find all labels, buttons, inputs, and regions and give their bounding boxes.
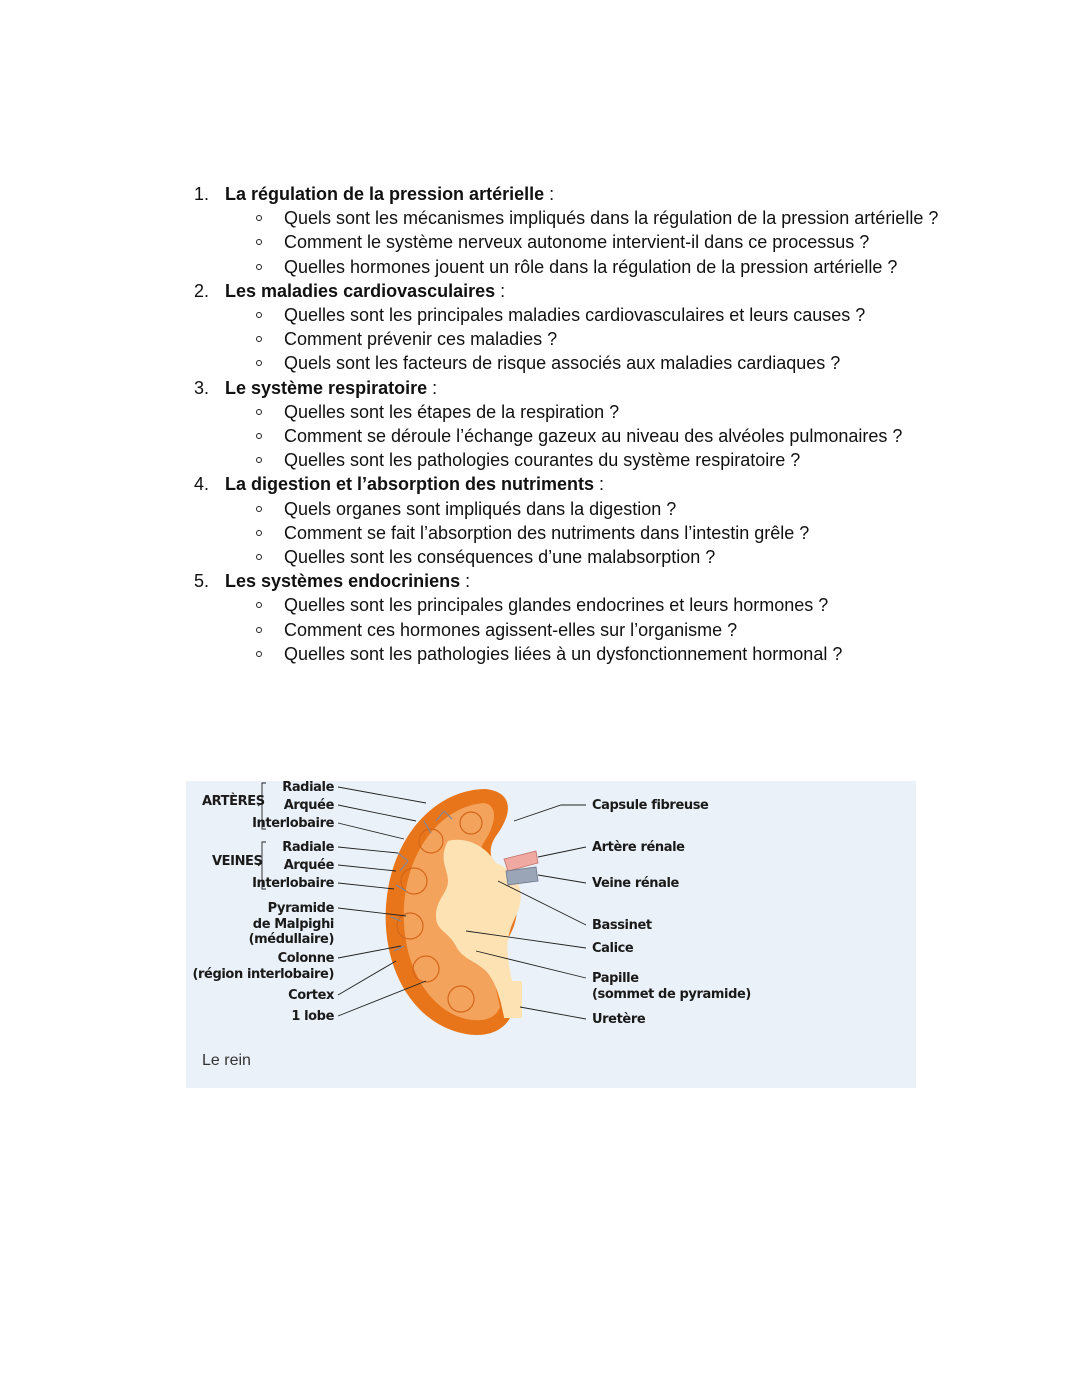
question-item bbox=[225, 521, 954, 545]
label-artery-interlobaire: Interlobaire bbox=[252, 816, 334, 831]
question-item bbox=[225, 545, 954, 569]
question-text: Quelles sont les étapes de la respiration ? bbox=[284, 401, 620, 422]
topic-item bbox=[194, 376, 954, 473]
topic-item bbox=[194, 182, 954, 279]
topic-number: 3. bbox=[194, 377, 210, 398]
question-text: Comment se fait l’absorption des nutriments dans l’intestin grêle ? bbox=[284, 522, 810, 543]
label-uretere: Uretère bbox=[592, 1012, 646, 1027]
kidney-diagram bbox=[186, 781, 916, 1088]
topic-title: Le système respiratoire bbox=[225, 377, 428, 398]
hollow-bullet-icon bbox=[256, 433, 262, 439]
hollow-bullet-icon bbox=[256, 506, 262, 512]
label-cortex: Cortex bbox=[288, 988, 334, 1003]
hollow-bullet-icon bbox=[256, 312, 262, 318]
topic-colon: : bbox=[460, 571, 471, 592]
topic-colon: : bbox=[427, 377, 438, 398]
label-calice: Calice bbox=[592, 941, 634, 956]
label-vein-interlobaire: Interlobaire bbox=[252, 876, 334, 891]
question-item bbox=[225, 400, 954, 424]
topic-number: 1. bbox=[194, 184, 210, 204]
label-arteres: ARTÈRES bbox=[202, 794, 265, 809]
topic-title: La digestion et l’absorption des nutriments bbox=[225, 474, 595, 495]
kidney-illustration bbox=[386, 789, 538, 1035]
question-list bbox=[225, 206, 954, 279]
question-text: Quelles sont les pathologies liées à un dysfonctionnement hormonal ? bbox=[284, 643, 843, 664]
label-pyramide-2: de Malpighi bbox=[252, 917, 334, 932]
label-pyramide-3: (médullaire) bbox=[248, 932, 334, 947]
question-text: Comment prévenir ces maladies ? bbox=[284, 329, 558, 350]
ureter bbox=[504, 981, 522, 1018]
question-list bbox=[225, 303, 954, 376]
hollow-bullet-icon bbox=[256, 215, 262, 221]
question-item bbox=[225, 618, 954, 642]
question-text: Quels sont les mécanismes impliqués dans la régulation de la pression artérielle ? bbox=[284, 208, 939, 229]
question-text: Quelles sont les principales glandes endocrines et leurs hormones ? bbox=[284, 595, 829, 616]
topic-title: Les maladies cardiovasculaires bbox=[225, 280, 496, 301]
question-item bbox=[225, 206, 954, 230]
question-text: Quels organes sont impliqués dans la digestion ? bbox=[284, 498, 677, 519]
hollow-bullet-icon bbox=[256, 651, 262, 657]
question-text: Quelles sont les pathologies courantes du système respiratoire ? bbox=[284, 450, 801, 471]
label-veine-renale: Veine rénale bbox=[592, 876, 679, 891]
topic-colon: : bbox=[594, 474, 605, 495]
question-list bbox=[225, 593, 954, 666]
figure-caption: Le rein bbox=[202, 1052, 251, 1069]
topic-item bbox=[194, 569, 954, 666]
question-item bbox=[225, 497, 954, 521]
label-lobe: 1 lobe bbox=[291, 1009, 334, 1024]
topic-item bbox=[194, 279, 954, 376]
label-veines: VEINES bbox=[212, 854, 263, 869]
question-list bbox=[225, 400, 954, 473]
topic-number: 4. bbox=[194, 474, 210, 495]
question-text: Comment le système nerveux autonome intervient-il dans ce processus ? bbox=[284, 232, 870, 253]
topic-title: La régulation de la pression artérielle bbox=[225, 184, 545, 204]
hollow-bullet-icon bbox=[256, 336, 262, 342]
question-item bbox=[225, 448, 954, 472]
question-text: Comment ces hormones agissent-elles sur l’organisme ? bbox=[284, 619, 738, 640]
kidney-figure bbox=[186, 781, 916, 1088]
hollow-bullet-icon bbox=[256, 457, 262, 463]
question-list bbox=[225, 497, 954, 570]
hollow-bullet-icon bbox=[256, 530, 262, 536]
question-item bbox=[225, 642, 954, 666]
label-pyramide-1: Pyramide bbox=[267, 901, 334, 916]
question-item bbox=[225, 230, 954, 254]
question-item bbox=[225, 303, 954, 327]
topic-colon: : bbox=[495, 280, 506, 301]
label-papille-1: Papille bbox=[592, 971, 639, 986]
hollow-bullet-icon bbox=[256, 602, 262, 608]
hollow-bullet-icon bbox=[256, 409, 262, 415]
question-item bbox=[225, 593, 954, 617]
hollow-bullet-icon bbox=[256, 239, 262, 245]
question-text: Quelles hormones jouent un rôle dans la régulation de la pression artérielle ? bbox=[284, 256, 898, 277]
question-item bbox=[225, 255, 954, 279]
topic-colon: : bbox=[544, 184, 555, 204]
topic-number: 2. bbox=[194, 280, 210, 301]
question-item bbox=[225, 424, 954, 448]
topic-title: Les systèmes endocriniens bbox=[225, 571, 461, 592]
question-item bbox=[225, 351, 954, 375]
question-text: Quels sont les facteurs de risque associés aux maladies cardiaques ? bbox=[284, 353, 841, 374]
label-artery-arquee: Arquée bbox=[283, 798, 334, 813]
question-text: Quelles sont les conséquences d’une malabsorption ? bbox=[284, 547, 716, 568]
hollow-bullet-icon bbox=[256, 360, 262, 366]
topic-item bbox=[194, 472, 954, 569]
question-outline bbox=[194, 182, 954, 666]
topic-number: 5. bbox=[194, 571, 210, 592]
question-text: Comment se déroule l’échange gazeux au niveau des alvéoles pulmonaires ? bbox=[284, 426, 903, 447]
label-papille-2: (sommet de pyramide) bbox=[592, 987, 751, 1002]
label-bassinet: Bassinet bbox=[592, 918, 652, 933]
label-capsule: Capsule fibreuse bbox=[592, 798, 709, 813]
label-colonne-1: Colonne bbox=[277, 951, 334, 966]
label-artere-renale: Artère rénale bbox=[592, 840, 685, 855]
label-vein-radiale: Radiale bbox=[282, 840, 334, 855]
hollow-bullet-icon bbox=[256, 627, 262, 633]
hollow-bullet-icon bbox=[256, 264, 262, 270]
question-item bbox=[225, 327, 954, 351]
hollow-bullet-icon bbox=[256, 554, 262, 560]
question-text: Quelles sont les principales maladies cardiovasculaires et leurs causes ? bbox=[284, 305, 866, 326]
label-vein-arquee: Arquée bbox=[283, 858, 334, 873]
label-artery-radiale: Radiale bbox=[282, 781, 334, 795]
label-colonne-2: (région interlobaire) bbox=[192, 967, 334, 982]
